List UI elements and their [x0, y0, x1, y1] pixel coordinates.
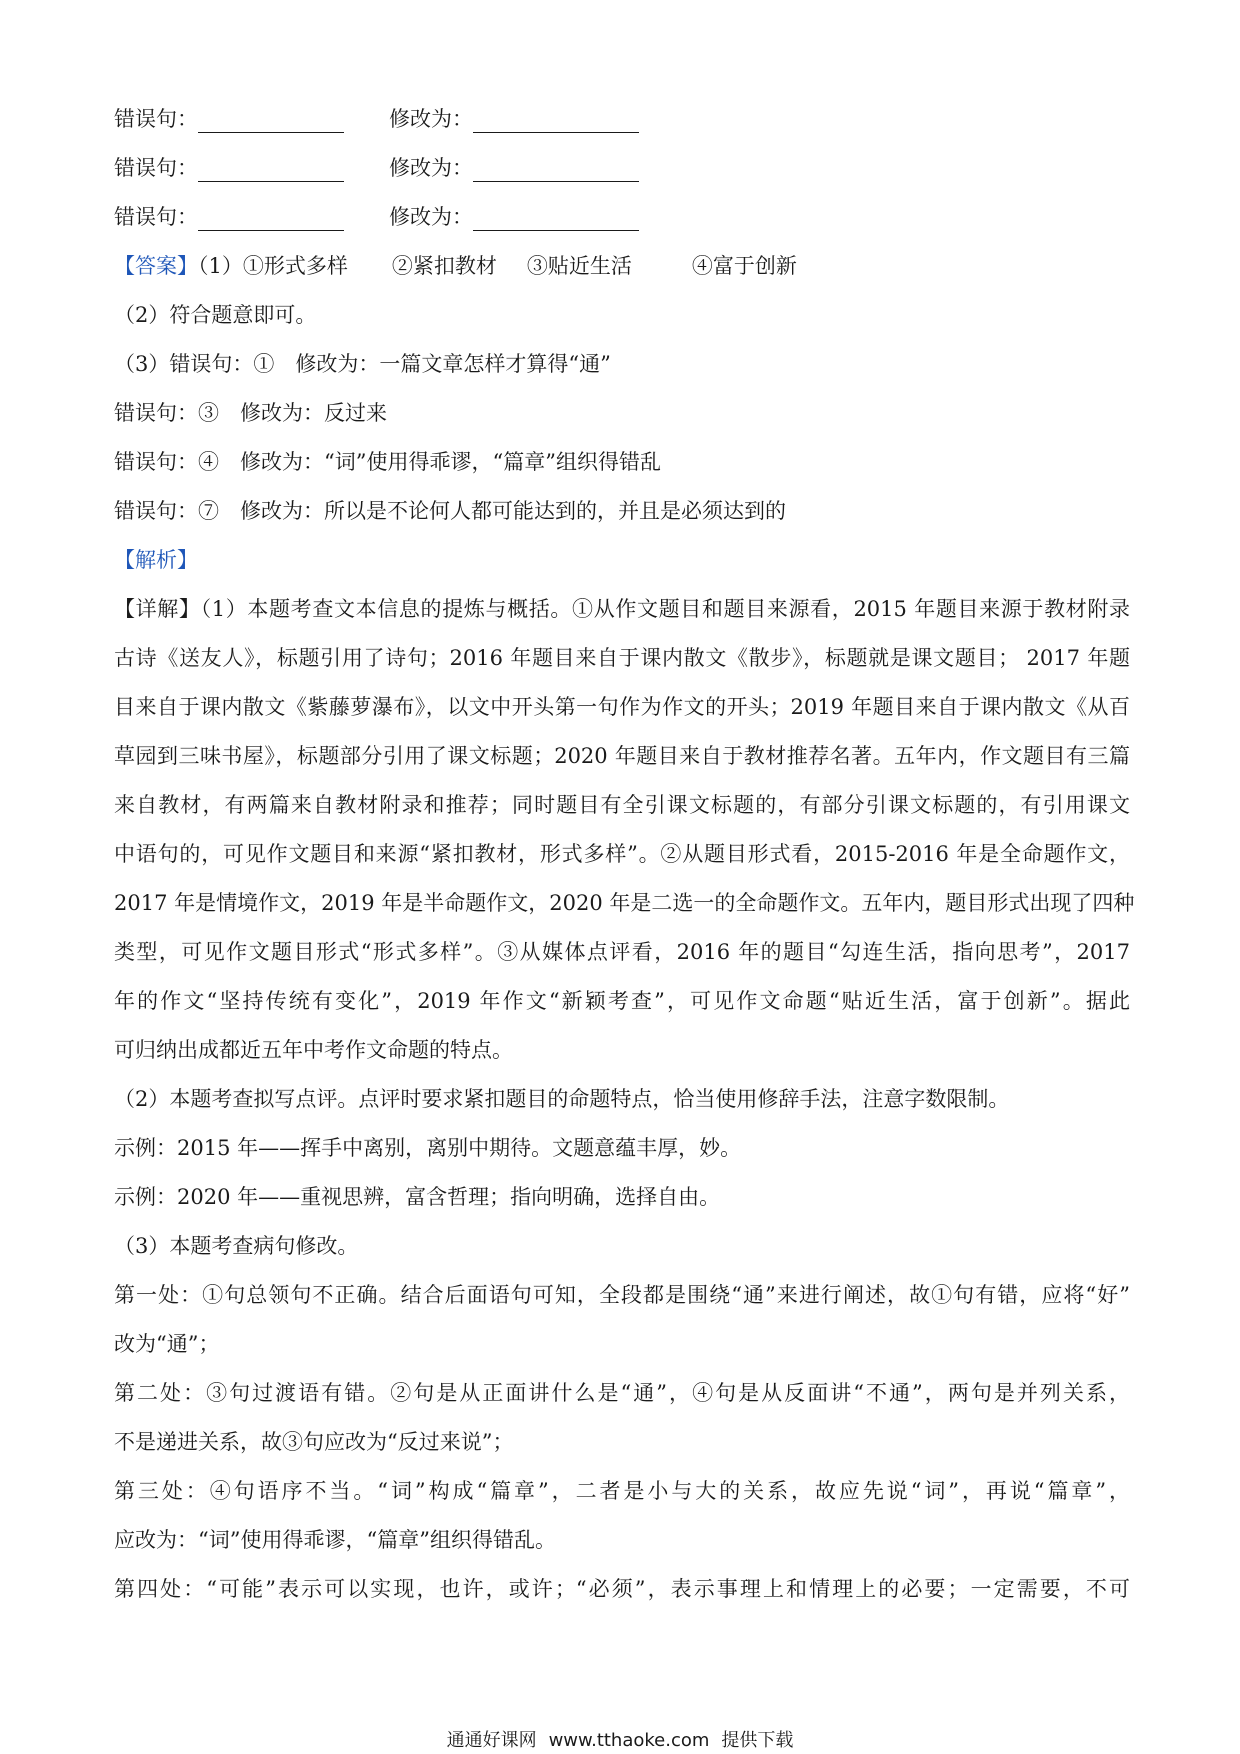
detail-line: 年的作文“坚持传统有变化”，2019 年作文“新颖考查”，可见作文命题“贴近生活，富于创新”。据此 [114, 989, 1130, 1013]
blank-row [114, 105, 473, 133]
answer-blank [473, 208, 639, 231]
error-sentence-label: 错误句： [114, 107, 198, 131]
answer-item: ④富于创新 [691, 254, 797, 278]
answer-line [114, 252, 797, 280]
blank-row [114, 154, 473, 182]
example-line: 示例：2015 年——挥手中离别，离别中期待。文题意蕴丰厚，妙。 [114, 1136, 742, 1160]
answer-blank [198, 110, 344, 133]
answer-item: ②紧扣教材 [391, 254, 497, 278]
blank-row [114, 203, 473, 231]
footer-url[interactable]: www.tthaoke.com [548, 1730, 710, 1751]
answer-blank [198, 208, 344, 231]
detail-para3: （3）本题考查病句修改。 [114, 1234, 359, 1258]
error-sentence-label: 错误句： [114, 205, 198, 229]
fix-line: 第四处：“可能”表示可以实现，也许，或许；“必须”，表示事理上和情理上的必要；一定需要，不可 [114, 1577, 1130, 1601]
answer-q3-line: 错误句：⑦ 修改为：所以是不论何人都可能达到的，并且是必须达到的 [114, 499, 786, 523]
correction-label: 修改为： [389, 205, 473, 229]
answer-blank [473, 110, 639, 133]
answer-q1-prefix: （1） [198, 254, 243, 278]
answer-q3-line: 错误句：③ 修改为：反过来 [114, 401, 387, 425]
detail-line: 古诗《送友人》，标题引用了诗句；2016 年题目来自于课内散文《散步》，标题就是课文题目； 2017 年题 [114, 646, 1130, 670]
detail-line: 可归纳出成都近五年中考作文命题的特点。 [114, 1038, 513, 1062]
fix-line: 第一处：①句总领句不正确。结合后面语句可知，全段都是围绕“通”来进行阐述，故①句有错，应将“好” [114, 1283, 1130, 1307]
answer-blank [198, 159, 344, 182]
fix-line: 第三处：④句语序不当。“词”构成“篇章”，二者是小与大的关系，故应先说“词”，再说“篇章”， [114, 1479, 1130, 1503]
answer-item: ①形式多样 [242, 254, 348, 278]
detail-line: 中语句的，可见作文题目和来源“紧扣教材，形式多样”。②从题目形式看，2015-2016 年是全命题作文， [114, 842, 1130, 866]
answer-item: ③贴近生活 [526, 254, 632, 278]
detail-text: （1）本题考查文本信息的提炼与概括。①从作文题目和题目来源看，2015 年题目来源于教材附录 [200, 597, 1131, 621]
correction-label: 修改为： [389, 156, 473, 180]
fix-line: 不是递进关系，故③句应改为“反过来说”； [114, 1430, 514, 1454]
page-footer [0, 1726, 1240, 1752]
error-sentence-label: 错误句： [114, 156, 198, 180]
detail-line: 2017 年是情境作文，2019 年是半命题作文，2020 年是二选一的全命题作文。五年内，题目形式出现了四种 [114, 891, 1135, 915]
footer-note: 提供下载 [721, 1730, 794, 1751]
example-line: 示例：2020 年——重视思辨，富含哲理；指向明确，选择自由。 [114, 1185, 721, 1209]
detail-line [114, 595, 1130, 623]
fix-line: 第二处：③句过渡语有错。②句是从正面讲什么是“通”，④句是从反面讲“不通”，两句是并列关系， [114, 1381, 1130, 1405]
footer-site: 通通好课网 [446, 1730, 537, 1751]
answer-q2: （2）符合题意即可。 [114, 303, 317, 327]
answer-q3-line: 错误句：④ 修改为：“词”使用得乖谬，“篇章”组织得错乱 [114, 450, 661, 474]
detail-tag: 【详解】 [114, 597, 201, 621]
fix-line: 应改为：“词”使用得乖谬，“篇章”组织得错乱。 [114, 1528, 556, 1552]
answer-blank [473, 159, 639, 182]
fix-line: 改为“通”； [114, 1332, 220, 1356]
analysis-tag: 【解析】 [114, 548, 198, 572]
answer-tag: 【答案】 [114, 254, 198, 278]
detail-line: 来自教材，有两篇来自教材附录和推荐；同时题目有全引课文标题的，有部分引课文标题的，有引用课文 [114, 793, 1130, 817]
detail-para2: （2）本题考查拟写点评。点评时要求紧扣题目的命题特点，恰当使用修辞手法，注意字数限制。 [114, 1087, 1010, 1111]
correction-label: 修改为： [389, 107, 473, 131]
detail-line: 目来自于课内散文《紫藤萝瀑布》，以文中开头第一句作为作文的开头；2019 年题目来自于课内散文《从百 [114, 695, 1130, 719]
detail-line: 类型，可见作文题目形式“形式多样”。③从媒体点评看，2016 年的题目“勾连生活，指向思考”，2017 [114, 940, 1130, 964]
detail-line: 草园到三味书屋》，标题部分引用了课文标题；2020 年题目来自于教材推荐名著。五年内，作文题目有三篇 [114, 744, 1130, 768]
answer-q3-line: （3）错误句：① 修改为：一篇文章怎样才算得“通” [114, 352, 611, 376]
